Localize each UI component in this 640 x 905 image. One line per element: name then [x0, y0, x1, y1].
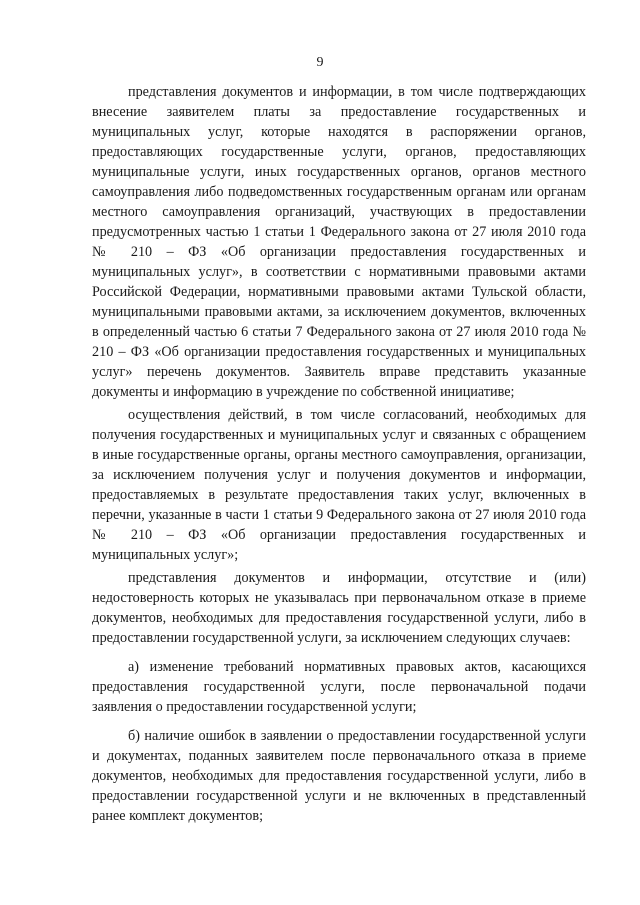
paragraph-documents-submission: представления документов и информации, в том числе подтверждающих внесение заявителем платы за предоставление государственных и муниципальных услуг, которые находятся в распоряжении органов, предоставляющих государственные услуги, органов, предоставляющих муниципальные услуги, иных государственных органов, органов местного самоуправления либо подведомственных государственным органам или органам местного самоуправления организаций, участвующих в предоставлении предусмотренных частью 1 статьи 1 Федерального закона от 27 июля 2010 года № 210 – ФЗ «Об организации предоставления государственных и муниципальных услуг», в соответствии с нормативными правовыми актами Российской Федерации, нормативными правовыми актами Тульской области, муниципальными правовыми актами, за исключением документов, включенных в определенный частью 6 статьи 7 Федерального закона от 27 июля 2010 года № 210 – ФЗ «Об организации предоставления государственных и муниципальных услуг» перечень документов. Заявитель вправе представить указанные документы и информацию в учреждение по собственной инициативе; [92, 84, 586, 400]
page-number: 9 [316, 55, 324, 70]
paragraph-actions-approvals: осуществления действий, в том числе согласований, необходимых для получения государственных и муниципальных услуг и связанных с обращением в иные государственные органы, органы местного самоуправления, организации, за исключением получения услуг и получения документов и информации, предоставляемых в результате предоставления таких услуг, включенных в перечни, указанные в части 1 статьи 9 Федерального закона от 27 июля 2010 года № 210 – ФЗ «Об организации предоставления государственных и муниципальных услуг»; [92, 407, 586, 563]
list-item-a: а) изменение требований нормативных правовых актов, касающихся предоставления государственной услуги, после первоначальной подачи заявления о предоставлении государственной услуги; [92, 659, 586, 715]
document-body [92, 82, 586, 826]
list-item-b: б) наличие ошибок в заявлении о предоставлении государственной услуги и документах, поданных заявителем после первоначального отказа в приеме документов, необходимых для предоставления государственной услуги, либо в предоставлении государственной услуги и не включенных в представленный ранее комплект документов; [92, 728, 586, 824]
paragraph-missing-documents: представления документов и информации, отсутствие и (или) недостоверность которых не указывалась при первоначальном отказе в приеме документов, необходимых для предоставления государственной услуги, либо в предоставлении государственной услуги, за исключением следующих случаев: [92, 570, 586, 646]
